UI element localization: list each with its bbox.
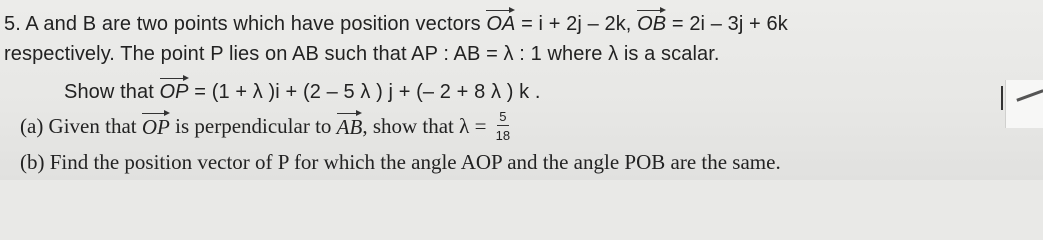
- edge-scrap: [1005, 80, 1043, 128]
- lambda-fraction: [496, 110, 510, 142]
- vector-ob: OB: [637, 13, 667, 35]
- question-line-1: [4, 12, 788, 34]
- line1-prefix: 5. A and B are two points which have position vectors: [4, 13, 487, 35]
- part-a-prefix: (a) Given that: [20, 113, 142, 138]
- part-a-middle: is perpendicular to: [169, 113, 337, 138]
- part-b-text: (b) Find the position vector of P for which the angle AOP and the angle POB are the same.: [20, 150, 781, 174]
- margin-mark: [1001, 86, 1003, 110]
- line1-eq-b: = 2i – 3j + 6k: [666, 13, 788, 35]
- question-part-a: [20, 110, 514, 142]
- fraction-denominator: 18: [495, 128, 511, 143]
- fraction-numerator: 5: [499, 109, 507, 124]
- edge-scrap-mark: [1016, 89, 1043, 101]
- line2-text: respectively. The point P lies on AB such that AP : AB = λ : 1 where λ is a scalar.: [4, 43, 720, 65]
- line3-prefix: Show that: [64, 81, 160, 103]
- question-line-3: [64, 80, 541, 102]
- vector-op: OP: [159, 81, 189, 103]
- part-a-suffix: , show that λ =: [362, 113, 492, 138]
- line3-expr: = (1 + λ )i + (2 – 5 λ ) j + (– 2 + 8 λ ) k .: [188, 81, 541, 103]
- question-part-b: [20, 152, 781, 173]
- question-line-2: [4, 44, 720, 64]
- vector-op-part-a: OP: [141, 114, 170, 139]
- line1-eq-a: = i + 2j – 2k,: [515, 13, 638, 35]
- vector-ab: AB: [336, 114, 363, 139]
- vector-oa: OA: [486, 13, 516, 35]
